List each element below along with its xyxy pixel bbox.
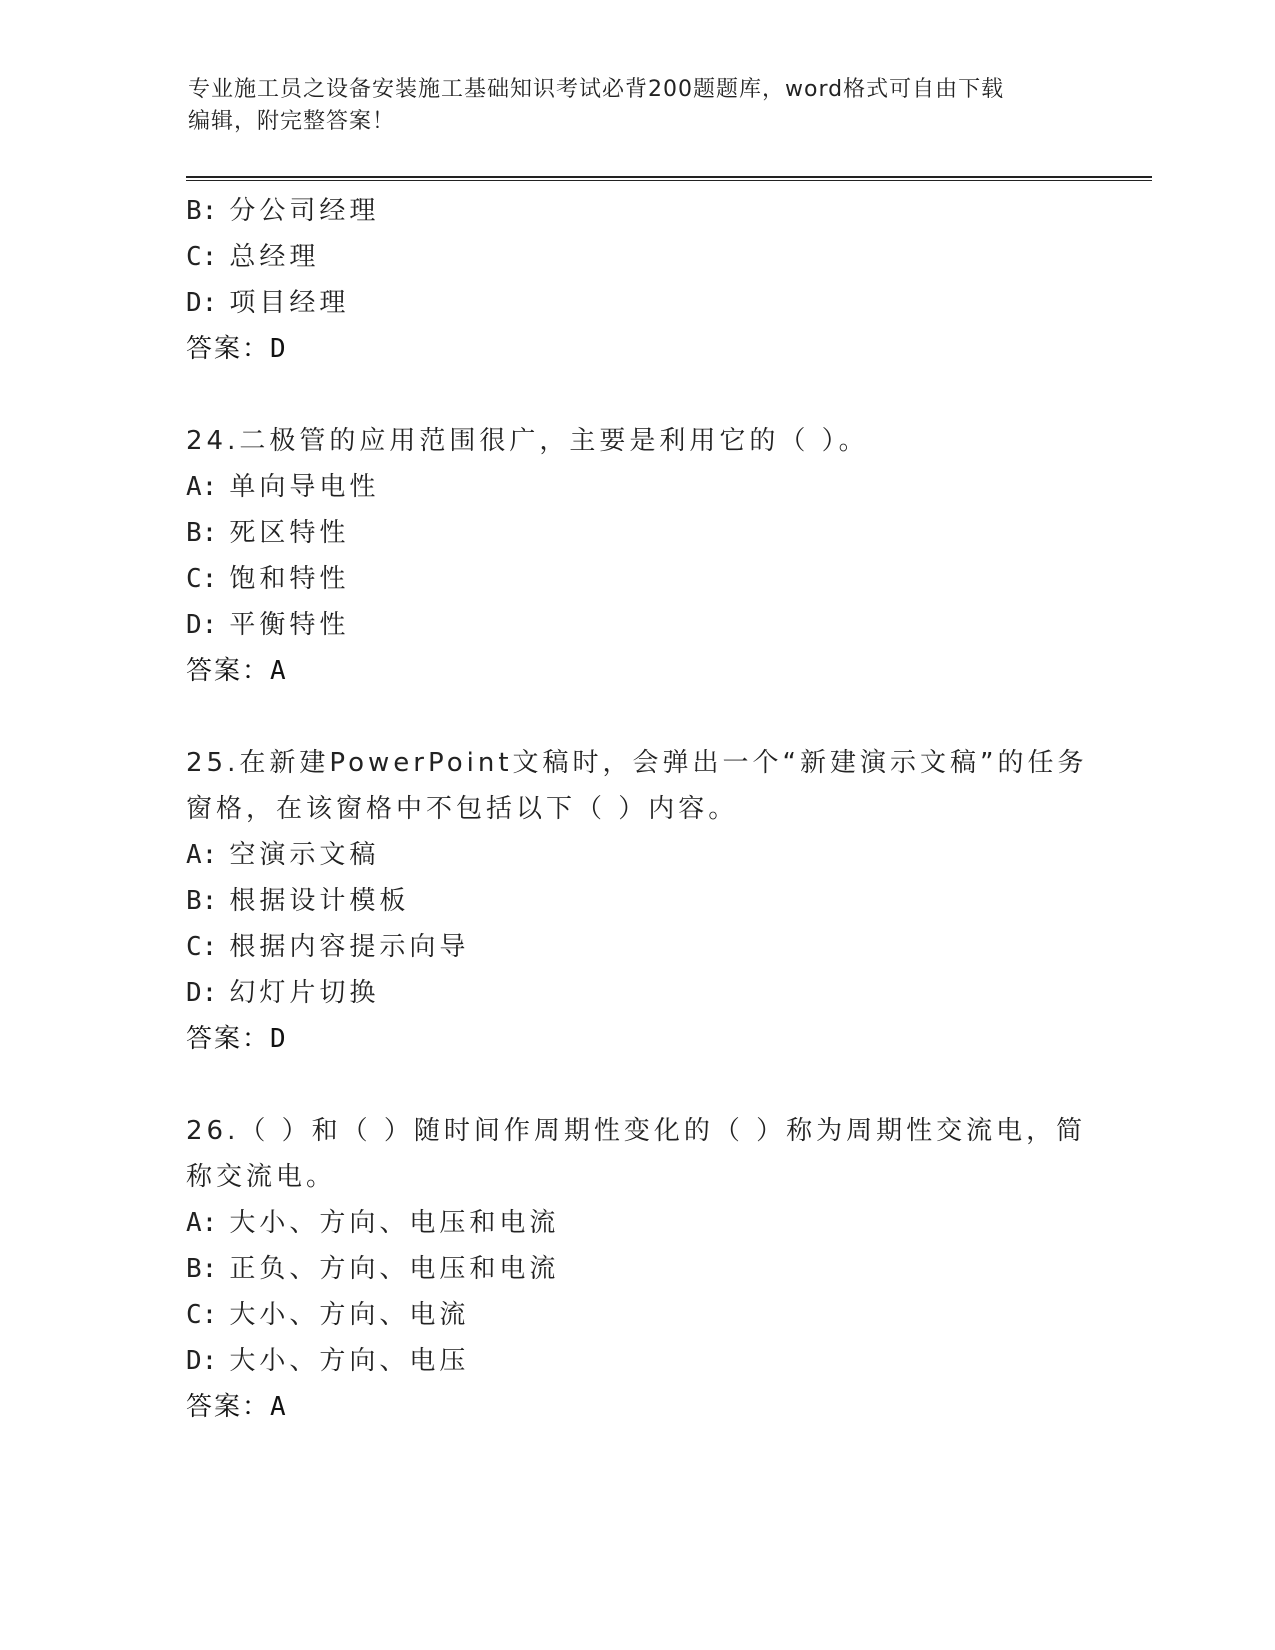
option-b: B: 正负、方向、电压和电流 <box>186 1254 560 1284</box>
question-list <box>186 188 1086 1430</box>
option-d: D: 大小、方向、电压 <box>186 1346 470 1376</box>
option-d: D: 平衡特性 <box>186 610 350 640</box>
option-b: B: 死区特性 <box>186 518 350 548</box>
option-b: B: 根据设计模板 <box>186 886 410 916</box>
answer: 答案：A <box>186 656 286 686</box>
question-25 <box>186 740 1086 1062</box>
question-stem-line2: 称交流电。 <box>186 1162 337 1192</box>
answer: 答案：D <box>186 334 286 364</box>
question-stem: 24.二极管的应用范围很广，主要是利用它的（ ）。 <box>186 426 869 456</box>
option-c: C: 大小、方向、电流 <box>186 1300 470 1330</box>
header-title-line1: 专业施工员之设备安装施工基础知识考试必背200题题库，word格式可自由下载 <box>188 77 1005 102</box>
option-a: A: 空演示文稿 <box>186 840 380 870</box>
header-divider <box>186 176 1152 181</box>
option-a: A: 大小、方向、电压和电流 <box>186 1208 560 1238</box>
option-d: D: 幻灯片切换 <box>186 978 380 1008</box>
option-c: C: 饱和特性 <box>186 564 350 594</box>
header-title-line2: 编辑，附完整答案！ <box>188 109 396 134</box>
answer: 答案：D <box>186 1024 286 1054</box>
question-26 <box>186 1108 1086 1430</box>
option-c: C: 根据内容提示向导 <box>186 932 470 962</box>
question-23-continued <box>186 188 1086 372</box>
answer: 答案：A <box>186 1392 286 1422</box>
option-c: C: 总经理 <box>186 242 320 272</box>
option-a: A: 单向导电性 <box>186 472 380 502</box>
question-stem-line2: 窗格，在该窗格中不包括以下（ ）内容。 <box>186 794 739 824</box>
question-stem-line1: 25.在新建PowerPoint文稿时，会弹出一个“新建演示文稿”的任务 <box>186 748 1088 778</box>
document-header <box>188 74 1068 138</box>
option-d: D: 项目经理 <box>186 288 350 318</box>
question-24 <box>186 418 1086 694</box>
option-b: B: 分公司经理 <box>186 196 380 226</box>
question-stem-line1: 26.（ ）和（ ）随时间作周期性变化的（ ）称为周期性交流电，简 <box>186 1116 1087 1146</box>
